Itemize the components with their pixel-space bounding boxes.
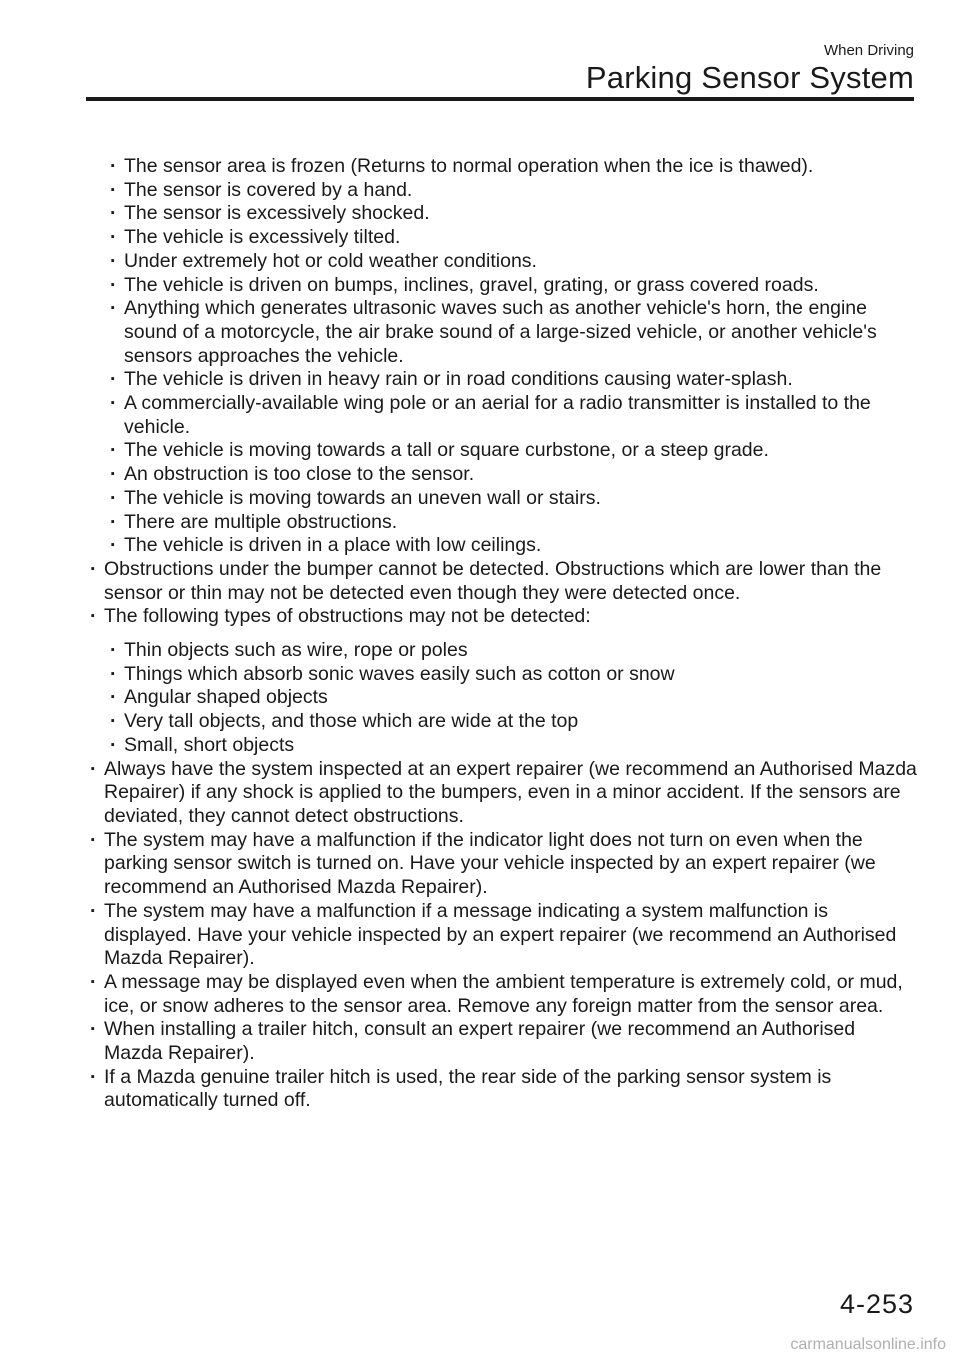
list-item: · The vehicle is driven in heavy rain or in road conditions causing water-splash.	[108, 368, 918, 392]
list-item: · The sensor area is frozen (Returns to normal operation when the ice is thawed).	[108, 155, 918, 179]
list-item: · Always have the system inspected at an expert repairer (we recommend an Authorised Mazda Repairer) if any shock is applied to the bumpers, even in a minor accident. If the sensors are deviated, they cannot detect obstructions.	[88, 758, 918, 829]
list-item: · The sensor is excessively shocked.	[108, 202, 918, 226]
list-item: · The vehicle is driven in a place with low ceilings.	[108, 534, 918, 558]
section-label: When Driving	[823, 42, 914, 59]
list-item: · Under extremely hot or cold weather conditions.	[108, 250, 918, 274]
watermark: carmanualsonline.info	[790, 1336, 946, 1353]
list-item: · A message may be displayed even when the ambient temperature is extremely cold, or mud, ice, or snow adheres to the sensor area. Remove any foreign matter from the sensor area.	[88, 971, 918, 1018]
list-item: · Anything which generates ultrasonic waves such as another vehicle's horn, the engine sound of a motorcycle, the air brake sound of a large-sized vehicle, or another vehicle's sensors approaches the vehicle.	[108, 297, 918, 368]
list-item: · The system may have a malfunction if a message indicating a system malfunction is displayed. Have your vehicle inspected by an expert repairer (we recommend an Authorised Mazda Repairer).	[88, 900, 918, 971]
page-content	[88, 155, 918, 1113]
main-bullet-list	[88, 558, 918, 629]
list-item: · The following types of obstructions may not be detected:	[88, 605, 918, 629]
list-item: · Very tall objects, and those which are wide at the top	[108, 710, 918, 734]
list-item: · Things which absorb sonic waves easily such as cotton or snow	[108, 663, 918, 687]
list-item: · An obstruction is too close to the sensor.	[108, 463, 918, 487]
page-header	[586, 42, 914, 96]
list-item: · There are multiple obstructions.	[108, 511, 918, 535]
page-number: 4-253	[839, 1289, 914, 1319]
notes-bullet-list	[88, 758, 918, 1114]
page-title: Parking Sensor System	[585, 60, 914, 95]
list-item: · If a Mazda genuine trailer hitch is used, the rear side of the parking sensor system is automatically turned off.	[88, 1066, 918, 1113]
list-item: · Small, short objects	[108, 734, 918, 758]
list-item: · Obstructions under the bumper cannot be detected. Obstructions which are lower than the sensor or thin may not be detected even though they were detected once.	[88, 558, 918, 605]
sub-condition-list	[108, 155, 918, 558]
list-item: · Angular shaped objects	[108, 686, 918, 710]
header-rule	[86, 97, 914, 101]
list-item: · The vehicle is moving towards a tall or square curbstone, or a steep grade.	[108, 439, 918, 463]
list-item: · The vehicle is moving towards an uneven wall or stairs.	[108, 487, 918, 511]
list-item: · A commercially-available wing pole or an aerial for a radio transmitter is installed to the vehicle.	[108, 392, 918, 439]
list-item: · When installing a trailer hitch, consult an expert repairer (we recommend an Authorised Mazda Repairer).	[88, 1018, 918, 1065]
obstruction-type-list	[108, 639, 918, 758]
list-item: · The system may have a malfunction if the indicator light does not turn on even when the parking sensor switch is turned on. Have your vehicle inspected by an expert repairer (we recommend an Authorised Mazda Repairer).	[88, 829, 918, 900]
list-item: · The vehicle is driven on bumps, inclines, gravel, grating, or grass covered roads.	[108, 274, 918, 298]
list-item: · Thin objects such as wire, rope or poles	[108, 639, 918, 663]
list-item: · The vehicle is excessively tilted.	[108, 226, 918, 250]
list-item: · The sensor is covered by a hand.	[108, 179, 918, 203]
